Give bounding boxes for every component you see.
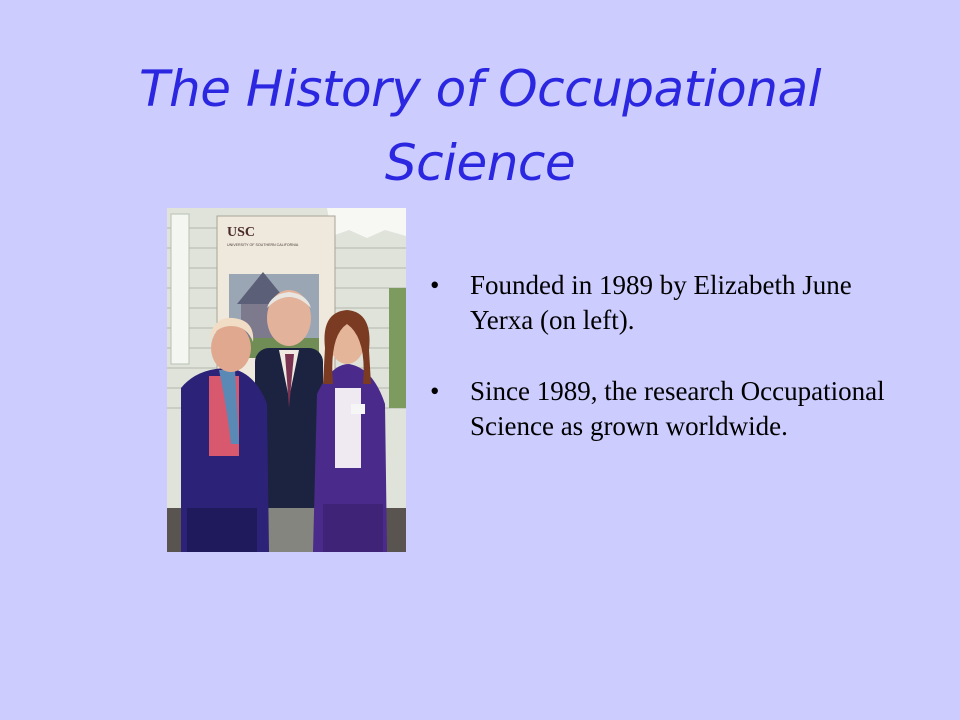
poster-subtitle-text: UNIVERSITY OF SOUTHERN CALIFORNIA	[227, 243, 299, 247]
bullet-marker: •	[430, 376, 440, 406]
poster-usc-text: USC	[227, 225, 256, 240]
slide-title: The History of Occupational Science	[139, 60, 821, 192]
group-photo	[167, 208, 406, 552]
bullet-list	[430, 268, 910, 480]
bullet-text: Since 1989, the research Occupational Science as grown worldwide.	[470, 376, 885, 441]
bullet-item	[430, 268, 910, 338]
bullet-marker: •	[430, 270, 440, 300]
bullet-text: Founded in 1989 by Elizabeth June Yerxa (on left).	[470, 270, 852, 335]
bullet-item	[430, 374, 910, 444]
